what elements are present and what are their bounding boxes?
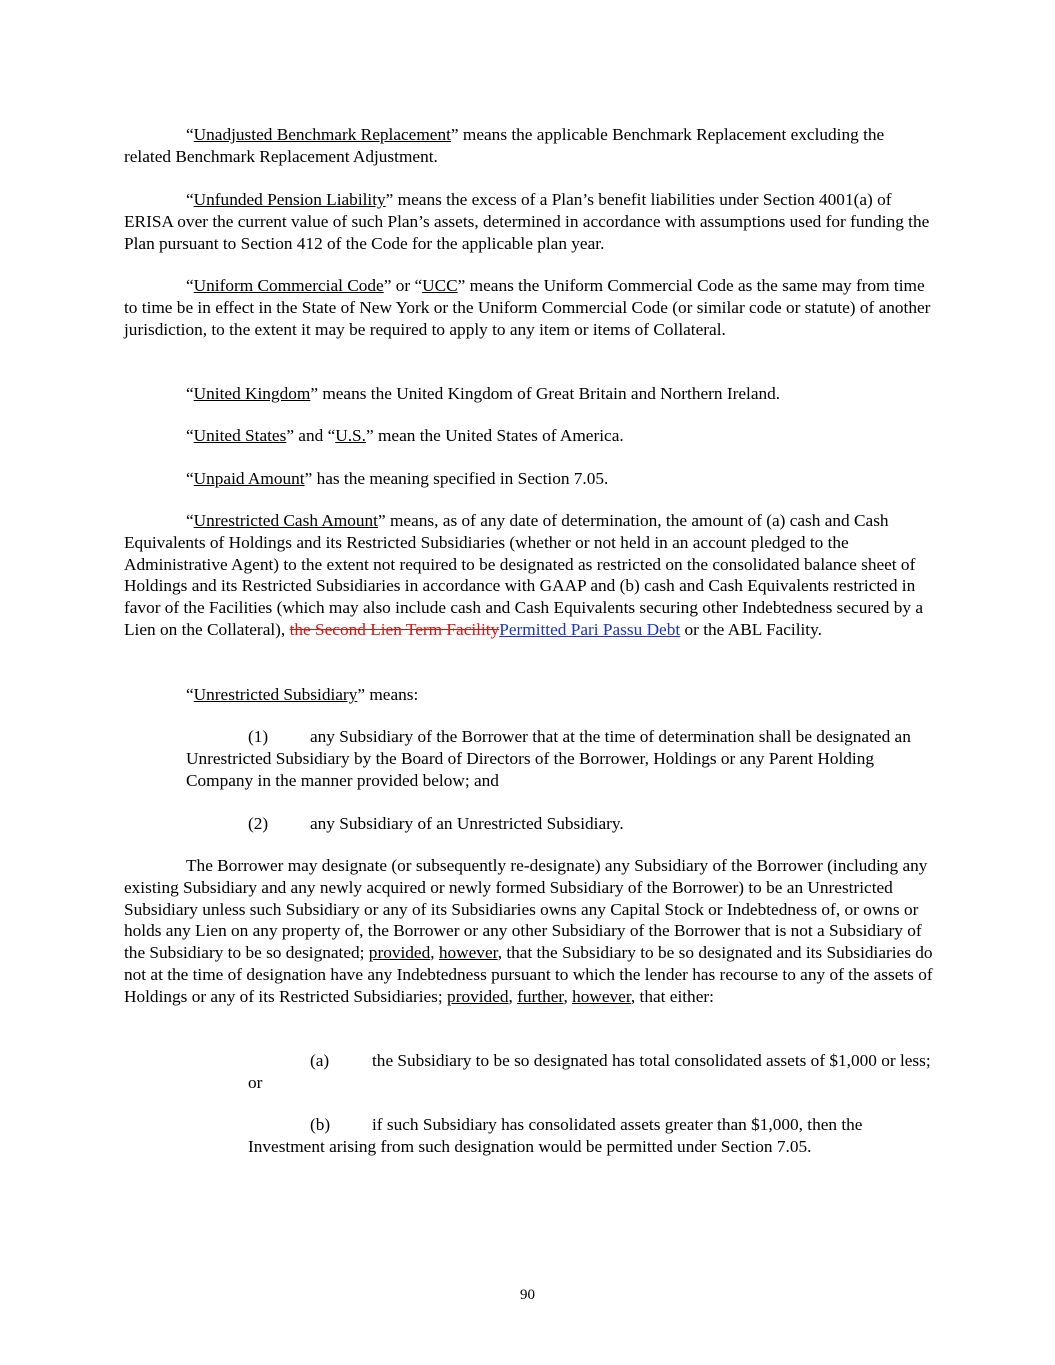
page-number: 90	[520, 1287, 535, 1303]
defined-term: Unrestricted Cash Amount	[193, 511, 378, 530]
further-term: further	[517, 986, 564, 1006]
paragraph-text: The Borrower may designate (or subsequently re-designate) any Subsidiary of the Borrower (including any existing Subsidiary and any newly acquired or newly formed Subsidiary of the Borrower) to be an Unrestricted Subsidiary unless such Subsidiary or any of its Subsidiaries owns any Capital Stock or Indebtedness of, or owns or holds any Lien on any property of, the Borrower or any other Subsidiary of the Borrower that is not a Subsidiary of the Subsidiary to be so designated;	[124, 856, 928, 963]
defined-term: Unrestricted Subsidiary	[193, 685, 358, 704]
provided-term: provided	[368, 943, 431, 963]
definition-unfunded-pension-liability: “Unfunded Pension Liability” means the excess of a Plan’s benefit liabilities under Section 4001(a) of ERISA over the current value of such Plan’s assets, determined in accordance with assumptions used for funding the Plan pursuant to Section 412 of the Code for the applicable plan year.	[124, 190, 930, 253]
list-item	[186, 726, 934, 791]
definition-unpaid-amount: “Unpaid Amount” has the meaning specified in Section 7.05.	[186, 469, 609, 488]
list-item-number: (b)	[310, 1115, 331, 1134]
definition-text: has the meaning specified in Section 7.05.	[316, 469, 609, 488]
list-item-text: any Subsidiary of an Unrestricted Subsidiary.	[310, 814, 624, 833]
definition-text: means:	[369, 685, 419, 704]
defined-term: United States	[193, 426, 287, 445]
definition-text: mean the United States of America.	[377, 426, 624, 445]
definition-united-kingdom: “United Kingdom” means the United Kingdom of Great Britain and Northern Ireland.	[186, 384, 781, 403]
defined-term: Uniform Commercial Code	[193, 276, 384, 295]
however-term: however	[572, 986, 631, 1006]
definition-text: means the applicable Benchmark Replacement excluding the related Benchmark Replacement Adjustment.	[124, 125, 885, 166]
defined-term-alt: UCC	[422, 276, 458, 295]
list-item-text: any Subsidiary of the Borrower that at the time of determination shall be designated an Unrestricted Subsidiary by the Board of Directors of the Borrower, Holdings or any Parent Holding Company in the manner provided below; and	[186, 727, 911, 790]
definition-text: means, as of any date of determination, the amount of (a) cash and Cash Equivalents of Holdings and its Restricted Subsidiaries (whether or not held in an account pledged to the Administrative Agent) to the extent not required to be designated as restricted on the consolidated balance sheet of Holdings and its Restricted Subsidiaries in accordance with GAAP and (b) cash and Cash Equivalents restricted in favor of the Facilities (which may also include cash and Cash Equivalents securing other Indebtedness secured by a Lien on the Collateral),	[124, 511, 924, 639]
provided-term: provided	[447, 986, 509, 1006]
inserted-text: Permitted Pari Passu Debt	[499, 619, 681, 639]
defined-term: Unadjusted Benchmark Replacement	[193, 125, 451, 144]
deleted-text: the Second Lien Term Facility	[289, 619, 500, 639]
definition-unrestricted-subsidiary: “Unrestricted Subsidiary” means:	[186, 685, 419, 704]
defined-term: Unfunded Pension Liability	[193, 190, 386, 209]
paragraph-text: , that the Subsidiary to be so designated and its Subsidiaries do not at the time of designation have any Indebtedness pursuant to which the lender has recourse to any of the assets of Holdings or any of its Restricted Subsidiaries;	[124, 943, 933, 1006]
definition-text-tail: or the ABL Facility.	[684, 619, 822, 639]
term-connector: ” and “	[286, 426, 336, 445]
definition-unrestricted-cash-amount: “Unrestricted Cash Amount” means, as of any date of determination, the amount of (a) cash and Cash Equivalents of Holdings and its Restricted Subsidiaries (whether or not held in an account pledged to the Administrative Agent) to the extent not required to be designated as restricted on the consolidated balance sheet of Holdings and its Restricted Subsidiaries in accordance with GAAP and (b) cash and Cash Equivalents restricted in favor of the Facilities (which may also include cash and Cash Equivalents securing other Indebtedness secured by a Lien on the Collateral), the Second Lien Term FacilityPermitted Pari Passu Debt or the ABL Facility.	[124, 511, 924, 639]
list-item	[248, 1050, 934, 1094]
list-item-number: (1)	[248, 727, 269, 746]
list-item-number: (a)	[310, 1051, 330, 1070]
defined-term: Unpaid Amount	[193, 469, 305, 488]
paragraph-text: , that either:	[630, 986, 714, 1006]
designation-paragraph: The Borrower may designate (or subsequently re-designate) any Subsidiary of the Borrower (including any existing Subsidiary and any newly acquired or newly formed Subsidiary of the Borrower) to be an Unrestricted Subsidiary unless such Subsidiary or any of its Subsidiaries owns any Capital Stock or Indebtedness of, or owns or holds any Lien on any property of, the Borrower or any other Subsidiary of the Borrower that is not a Subsidiary of the Subsidiary to be so designated; provided, however, that the Subsidiary to be so designated and its Subsidiaries do not at the time of designation have any Indebtedness pursuant to which the lender has recourse to any of the assets of Holdings or any of its Restricted Subsidiaries; provided, further, however, that either:	[124, 856, 933, 1006]
definition-uniform-commercial-code: “Uniform Commercial Code” or “UCC” means the Uniform Commercial Code as the same may from time to time be in effect in the State of New York or the Uniform Commercial Code (or similar code or statute) of another jurisdiction, to the extent it may be required to apply to any item or items of Collateral.	[124, 276, 931, 339]
list-item-text: if such Subsidiary has consolidated assets greater than $1,000, then the Investment arising from such designation would be permitted under Section 7.05.	[248, 1115, 863, 1156]
definition-text: means the excess of a Plan’s benefit liabilities under Section 4001(a) of ERISA over the current value of such Plan’s assets, determined in accordance with assumptions used for funding the Plan pursuant to Section 412 of the Code for the applicable plan year.	[124, 190, 930, 253]
term-connector: ” or “	[383, 276, 423, 295]
defined-term: United Kingdom	[193, 384, 311, 403]
definition-united-states: “United States” and “U.S.” mean the United States of America.	[186, 426, 624, 445]
list-item	[186, 813, 934, 835]
definition-text: means the United Kingdom of Great Britain and Northern Ireland.	[322, 384, 781, 403]
definition-unadjusted-benchmark-replacement: “Unadjusted Benchmark Replacement” means the applicable Benchmark Replacement excluding the related Benchmark Replacement Adjustment.	[124, 125, 885, 166]
list-item	[248, 1114, 934, 1158]
list-item-text: the Subsidiary to be so designated has total consolidated assets of $1,000 or less; or	[248, 1051, 931, 1092]
however-term: however	[438, 943, 498, 963]
list-item-number: (2)	[248, 814, 269, 833]
defined-term-alt: U.S.	[335, 426, 366, 445]
definition-text: means the Uniform Commercial Code as the same may from time to time be in effect in the State of New York or the Uniform Commercial Code (or similar code or statute) of another jurisdiction, to the extent it may be required to apply to any item or items of Collateral.	[124, 276, 931, 339]
